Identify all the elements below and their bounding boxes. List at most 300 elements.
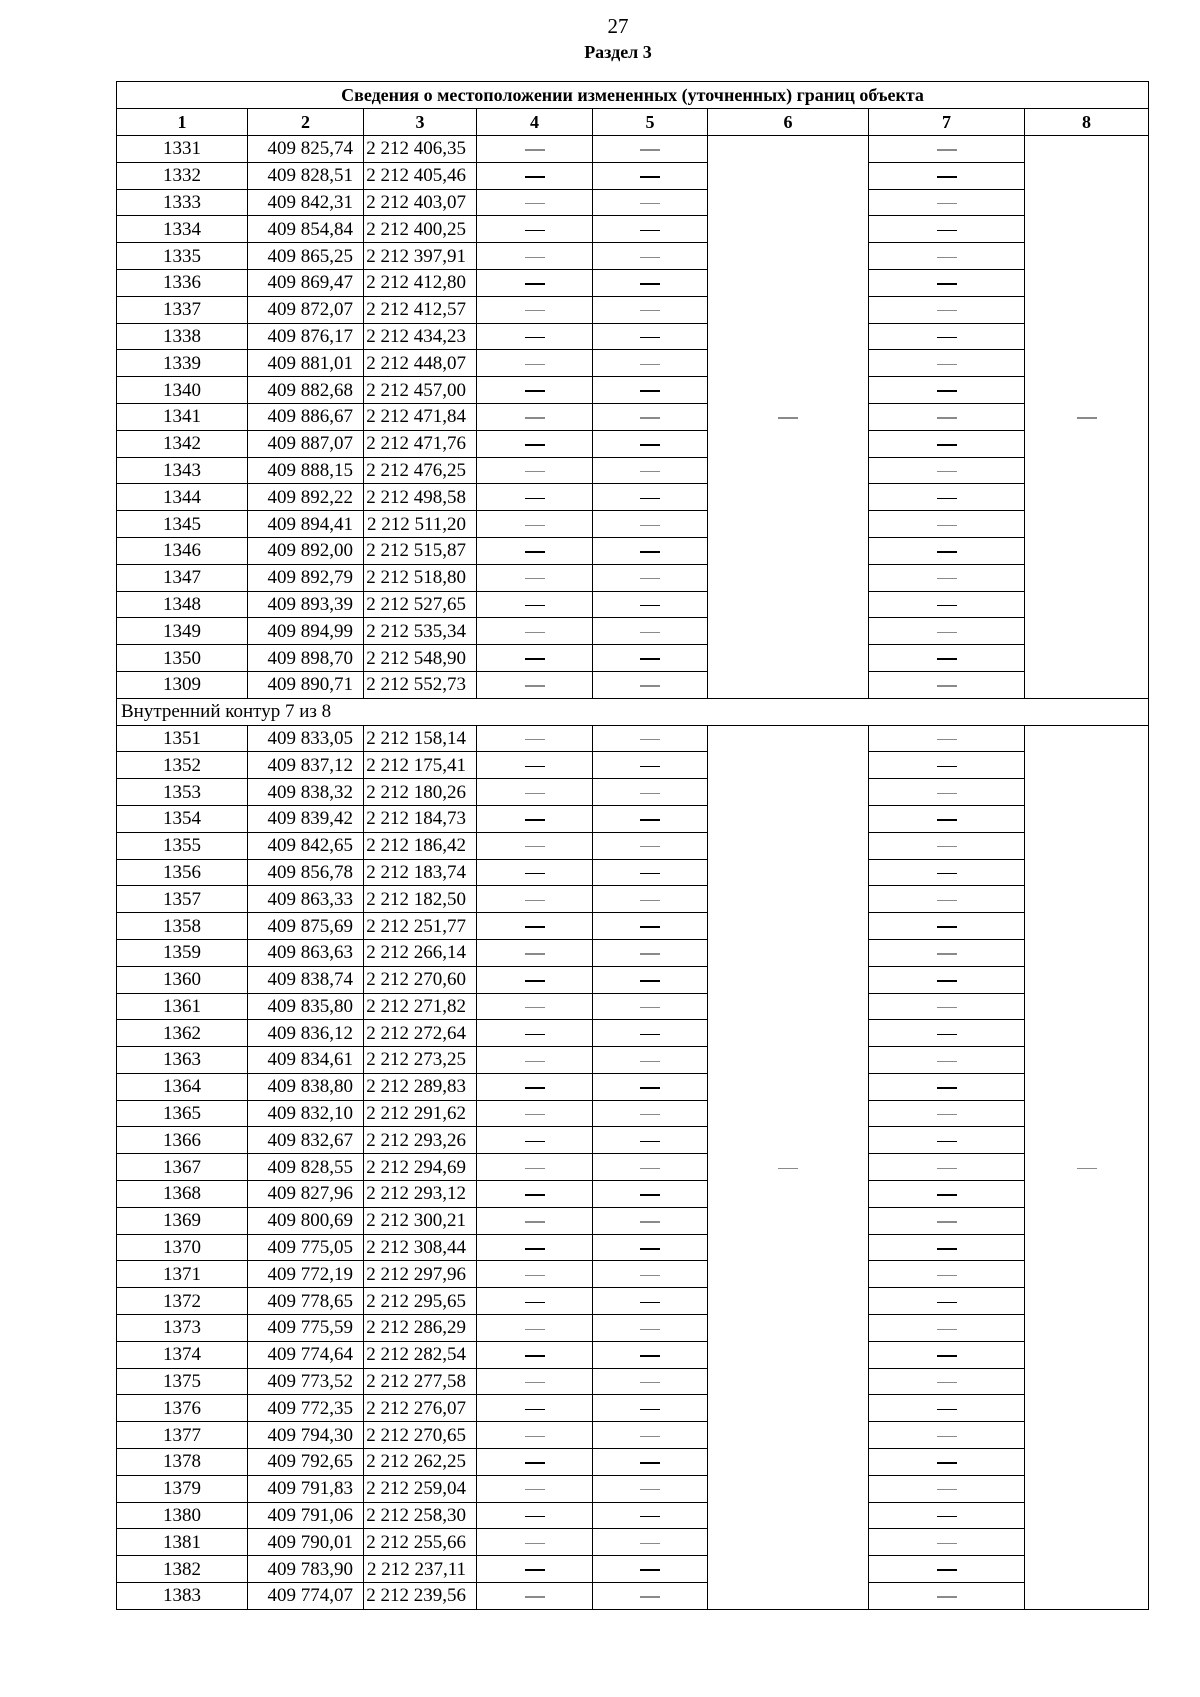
point-number: 1381	[117, 1529, 248, 1556]
coordinate-y: 2 212 273,25	[364, 1047, 477, 1074]
dash-mark	[525, 1302, 545, 1304]
column-7-value	[869, 1395, 1025, 1422]
coordinate-y: 2 212 276,07	[364, 1395, 477, 1422]
column-7-value	[869, 377, 1025, 404]
table-row	[117, 1154, 1149, 1181]
dash-mark	[640, 149, 660, 150]
column-5-value	[593, 966, 708, 993]
dash-mark	[525, 846, 545, 847]
coordinate-y: 2 212 180,26	[364, 779, 477, 806]
column-7-value	[869, 591, 1025, 618]
column-header: 7	[869, 109, 1025, 136]
table-row	[117, 591, 1149, 618]
dash-mark	[640, 417, 660, 418]
column-5-value	[593, 511, 708, 538]
point-number: 1364	[117, 1073, 248, 1100]
point-number: 1339	[117, 350, 248, 377]
point-number: 1350	[117, 645, 248, 672]
column-4-value	[477, 537, 593, 564]
column-4-value	[477, 216, 593, 243]
table-row	[117, 511, 1149, 538]
coordinate-y: 2 212 272,64	[364, 1020, 477, 1047]
coordinate-y: 2 212 448,07	[364, 350, 477, 377]
dash-mark	[640, 926, 660, 928]
column-7-value	[869, 511, 1025, 538]
dash-mark	[525, 766, 545, 768]
table-row	[117, 859, 1149, 886]
column-7-value	[869, 1583, 1025, 1610]
dash-mark	[640, 283, 660, 285]
column-7-value	[869, 1449, 1025, 1476]
column-7-value	[869, 350, 1025, 377]
column-7-value	[869, 1047, 1025, 1074]
column-5-value	[593, 1181, 708, 1208]
column-7-value	[869, 1234, 1025, 1261]
column-5-value	[593, 1127, 708, 1154]
coordinate-y: 2 212 471,76	[364, 430, 477, 457]
coordinate-x: 409 839,42	[248, 805, 364, 832]
point-number: 1334	[117, 216, 248, 243]
dash-mark	[937, 1436, 957, 1437]
column-7-value	[869, 859, 1025, 886]
dash-mark	[937, 1007, 957, 1008]
coordinate-x: 409 838,32	[248, 779, 364, 806]
table-row	[117, 162, 1149, 189]
dash-mark	[937, 1061, 957, 1062]
table-row	[117, 913, 1149, 940]
point-number: 1374	[117, 1341, 248, 1368]
point-number: 1363	[117, 1047, 248, 1074]
point-number: 1349	[117, 618, 248, 645]
coordinate-y: 2 212 403,07	[364, 189, 477, 216]
column-5-value	[593, 296, 708, 323]
point-number: 1338	[117, 323, 248, 350]
column-5-value	[593, 243, 708, 270]
dash-mark	[525, 417, 545, 418]
dash-mark	[525, 1168, 545, 1169]
table-row	[117, 1047, 1149, 1074]
column-4-value	[477, 1047, 593, 1074]
dash-mark	[640, 1007, 660, 1008]
dash-mark	[525, 1569, 545, 1571]
table-row	[117, 430, 1149, 457]
table-row	[117, 618, 1149, 645]
coordinate-y: 2 212 239,56	[364, 1583, 477, 1610]
column-5-value	[593, 1449, 708, 1476]
column-5-value	[593, 1154, 708, 1181]
dash-mark	[640, 1248, 660, 1250]
dash-mark	[640, 230, 660, 232]
column-5-value	[593, 403, 708, 430]
table-row	[117, 752, 1149, 779]
column-5-value	[593, 323, 708, 350]
dash-mark	[937, 1355, 957, 1357]
column-7-value	[869, 645, 1025, 672]
coordinate-y: 2 212 294,69	[364, 1154, 477, 1181]
dash-mark	[937, 1141, 957, 1143]
dash-mark	[525, 900, 545, 901]
table-row	[117, 1502, 1149, 1529]
coordinate-y: 2 212 300,21	[364, 1207, 477, 1234]
dash-mark	[937, 1248, 957, 1250]
point-number: 1332	[117, 162, 248, 189]
point-number: 1340	[117, 377, 248, 404]
point-number: 1342	[117, 430, 248, 457]
table-row	[117, 725, 1149, 752]
coordinate-y: 2 212 255,66	[364, 1529, 477, 1556]
column-5-value	[593, 430, 708, 457]
coordinate-y: 2 212 184,73	[364, 805, 477, 832]
dash-mark	[937, 230, 957, 232]
dash-mark	[525, 658, 545, 660]
coordinate-y: 2 212 182,50	[364, 886, 477, 913]
table-row	[117, 886, 1149, 913]
table-row	[117, 216, 1149, 243]
coordinate-y: 2 212 295,65	[364, 1288, 477, 1315]
dash-mark	[937, 1275, 957, 1276]
dash-mark	[937, 846, 957, 847]
column-4-value	[477, 1207, 593, 1234]
section-title: Раздел 3	[584, 42, 652, 62]
column-7-value	[869, 1207, 1025, 1234]
dash-mark	[640, 1382, 660, 1383]
dash-mark	[937, 685, 957, 686]
coordinate-x: 409 854,84	[248, 216, 364, 243]
coordinate-y: 2 212 548,90	[364, 645, 477, 672]
dash-mark	[525, 980, 545, 982]
column-7-value	[869, 269, 1025, 296]
coordinate-y: 2 212 405,46	[364, 162, 477, 189]
dash-mark	[937, 1489, 957, 1490]
coordinate-x: 409 827,96	[248, 1181, 364, 1208]
dash-mark	[937, 498, 957, 500]
point-number: 1346	[117, 537, 248, 564]
column-7-value	[869, 1181, 1025, 1208]
column-4-value	[477, 1449, 593, 1476]
contour-label: Внутренний контур 7 из 8	[117, 698, 1149, 725]
coordinate-x: 409 778,65	[248, 1288, 364, 1315]
dash-mark	[640, 1569, 660, 1571]
column-7-value	[869, 1154, 1025, 1181]
column-4-value	[477, 189, 593, 216]
column-4-value	[477, 136, 593, 163]
coordinate-x: 409 833,05	[248, 725, 364, 752]
dash-mark	[937, 390, 957, 392]
coordinate-y: 2 212 259,04	[364, 1475, 477, 1502]
column-4-value	[477, 886, 593, 913]
dash-mark	[937, 1114, 957, 1115]
dash-mark	[525, 1194, 545, 1196]
dash-mark	[640, 578, 660, 579]
dash-mark	[640, 471, 660, 472]
column-5-value	[593, 216, 708, 243]
dash-mark	[937, 257, 957, 258]
table-row	[117, 1073, 1149, 1100]
column-5-value	[593, 350, 708, 377]
column-5-value	[593, 1234, 708, 1261]
dash-mark	[937, 819, 957, 821]
dash-mark	[640, 873, 660, 875]
dash-mark	[937, 873, 957, 875]
table-row	[117, 377, 1149, 404]
column-5-value	[593, 1502, 708, 1529]
dash-mark	[525, 1489, 545, 1490]
column-4-value	[477, 1502, 593, 1529]
column-4-value	[477, 1422, 593, 1449]
dash-mark	[937, 1034, 957, 1036]
dash-mark	[525, 1007, 545, 1008]
point-number: 1383	[117, 1583, 248, 1610]
table-row	[117, 645, 1149, 672]
coordinate-x: 409 828,55	[248, 1154, 364, 1181]
coordinate-y: 2 212 535,34	[364, 618, 477, 645]
point-number: 1377	[117, 1422, 248, 1449]
coordinate-x: 409 872,07	[248, 296, 364, 323]
coordinate-x: 409 887,07	[248, 430, 364, 457]
table-row	[117, 243, 1149, 270]
dash-mark	[640, 1061, 660, 1062]
coordinate-y: 2 212 471,84	[364, 403, 477, 430]
column-5-value	[593, 564, 708, 591]
table-row	[117, 1529, 1149, 1556]
column-7-value	[869, 136, 1025, 163]
coordinate-x: 409 772,35	[248, 1395, 364, 1422]
column-header: 8	[1025, 109, 1149, 136]
point-number: 1382	[117, 1556, 248, 1583]
column-4-value	[477, 1020, 593, 1047]
coordinate-x: 409 837,12	[248, 752, 364, 779]
table-row	[117, 484, 1149, 511]
table-row	[117, 939, 1149, 966]
dash-mark	[640, 1087, 660, 1089]
coordinate-y: 2 212 518,80	[364, 564, 477, 591]
table-header-row	[117, 109, 1149, 136]
column-5-value	[593, 1020, 708, 1047]
column-7-value	[869, 1020, 1025, 1047]
coordinate-x: 409 792,65	[248, 1449, 364, 1476]
column-7-value	[869, 430, 1025, 457]
column-4-value	[477, 1341, 593, 1368]
dash-mark	[640, 1409, 660, 1411]
column-5-value	[593, 1315, 708, 1342]
dash-mark	[640, 1355, 660, 1357]
coordinate-y: 2 212 277,58	[364, 1368, 477, 1395]
column-5-value	[593, 1368, 708, 1395]
point-number: 1373	[117, 1315, 248, 1342]
column-5-value	[593, 913, 708, 940]
column-4-value	[477, 1288, 593, 1315]
coordinate-y: 2 212 397,91	[364, 243, 477, 270]
dash-mark	[640, 1302, 660, 1304]
column-7-value	[869, 618, 1025, 645]
column-4-value	[477, 1583, 593, 1610]
coordinate-y: 2 212 308,44	[364, 1234, 477, 1261]
dash-mark	[937, 1543, 957, 1544]
column-4-value	[477, 752, 593, 779]
point-number: 1370	[117, 1234, 248, 1261]
point-number: 1376	[117, 1395, 248, 1422]
dash-mark	[937, 471, 957, 472]
dash-mark	[640, 551, 660, 553]
dash-mark	[525, 1275, 545, 1276]
table-row	[117, 1315, 1149, 1342]
column-4-value	[477, 1395, 593, 1422]
table-row	[117, 1475, 1149, 1502]
column-4-value	[477, 671, 593, 698]
coordinate-y: 2 212 511,20	[364, 511, 477, 538]
dash-mark	[640, 605, 660, 607]
column-7-value	[869, 1261, 1025, 1288]
column-7-value	[869, 1422, 1025, 1449]
dash-mark	[937, 525, 957, 526]
dash-mark	[937, 1087, 957, 1089]
coordinate-x: 409 832,67	[248, 1127, 364, 1154]
column-5-value	[593, 1341, 708, 1368]
dash-mark	[525, 1061, 545, 1062]
dash-mark	[937, 337, 957, 339]
column-4-value	[477, 350, 593, 377]
coordinate-x: 409 888,15	[248, 457, 364, 484]
dash-mark	[937, 900, 957, 901]
dash-mark	[525, 1462, 545, 1464]
dash-mark	[937, 417, 957, 418]
column-4-value	[477, 1234, 593, 1261]
dash-mark	[937, 953, 957, 954]
dash-mark	[525, 257, 545, 258]
column-5-value	[593, 993, 708, 1020]
coordinate-x: 409 794,30	[248, 1422, 364, 1449]
dash-mark	[525, 337, 545, 339]
point-number: 1379	[117, 1475, 248, 1502]
dash-mark	[937, 980, 957, 982]
coordinate-x: 409 865,25	[248, 243, 364, 270]
dash-mark	[640, 1168, 660, 1169]
coordinate-x: 409 775,05	[248, 1234, 364, 1261]
column-header: 2	[248, 109, 364, 136]
dash-mark	[1077, 1168, 1097, 1169]
column-5-value	[593, 1047, 708, 1074]
dash-mark	[937, 793, 957, 794]
column-5-value	[593, 1556, 708, 1583]
dash-mark	[525, 390, 545, 392]
dash-mark	[525, 1087, 545, 1089]
dash-mark	[937, 176, 957, 178]
coordinate-y: 2 212 434,23	[364, 323, 477, 350]
column-4-value	[477, 564, 593, 591]
dash-mark	[525, 1409, 545, 1411]
column-4-value	[477, 243, 593, 270]
coordinate-x: 409 894,99	[248, 618, 364, 645]
dash-mark	[640, 176, 660, 178]
dash-mark	[525, 1382, 545, 1383]
dash-mark	[640, 498, 660, 500]
column-4-value	[477, 484, 593, 511]
column-7-value	[869, 752, 1025, 779]
column-5-value	[593, 805, 708, 832]
column-5-value	[593, 1100, 708, 1127]
column-6-merged-value	[708, 136, 869, 699]
column-4-value	[477, 1154, 593, 1181]
dash-mark	[525, 149, 545, 150]
table-row	[117, 296, 1149, 323]
coordinate-x: 409 892,22	[248, 484, 364, 511]
table-row	[117, 564, 1149, 591]
coordinate-y: 2 212 291,62	[364, 1100, 477, 1127]
dash-mark	[778, 417, 798, 418]
coordinate-y: 2 212 457,00	[364, 377, 477, 404]
column-4-value	[477, 296, 593, 323]
coordinate-x: 409 892,00	[248, 537, 364, 564]
column-5-value	[593, 1207, 708, 1234]
coordinate-x: 409 894,41	[248, 511, 364, 538]
column-5-value	[593, 645, 708, 672]
coordinate-x: 409 842,65	[248, 832, 364, 859]
point-number: 1333	[117, 189, 248, 216]
coordinate-x: 409 875,69	[248, 913, 364, 940]
dash-mark	[640, 900, 660, 901]
point-number: 1371	[117, 1261, 248, 1288]
dash-mark	[937, 1194, 957, 1196]
column-header: 4	[477, 109, 593, 136]
point-number: 1366	[117, 1127, 248, 1154]
point-number: 1375	[117, 1368, 248, 1395]
dash-mark	[640, 1516, 660, 1518]
coordinate-y: 2 212 158,14	[364, 725, 477, 752]
coordinate-y: 2 212 251,77	[364, 913, 477, 940]
point-number: 1353	[117, 779, 248, 806]
coordinate-x: 409 783,90	[248, 1556, 364, 1583]
dash-mark	[937, 1409, 957, 1411]
column-4-value	[477, 939, 593, 966]
coordinate-y: 2 212 293,26	[364, 1127, 477, 1154]
coordinate-y: 2 212 258,30	[364, 1502, 477, 1529]
coordinate-x: 409 773,52	[248, 1368, 364, 1395]
dash-mark	[525, 632, 545, 633]
table-row	[117, 1100, 1149, 1127]
column-7-value	[869, 1368, 1025, 1395]
dash-mark	[640, 953, 660, 954]
dash-mark	[937, 283, 957, 285]
column-5-value	[593, 484, 708, 511]
column-7-value	[869, 671, 1025, 698]
dash-mark	[525, 1141, 545, 1143]
coordinate-x: 409 838,80	[248, 1073, 364, 1100]
dash-mark	[525, 203, 545, 204]
dash-mark	[937, 766, 957, 768]
coordinate-x: 409 834,61	[248, 1047, 364, 1074]
table-row	[117, 1020, 1149, 1047]
table-row	[117, 779, 1149, 806]
dash-mark	[525, 578, 545, 579]
column-4-value	[477, 591, 593, 618]
column-7-value	[869, 805, 1025, 832]
column-5-value	[593, 886, 708, 913]
dash-mark	[525, 283, 545, 285]
coordinate-x: 409 774,64	[248, 1341, 364, 1368]
column-7-value	[869, 403, 1025, 430]
dash-mark	[525, 1221, 545, 1222]
dash-mark	[640, 257, 660, 258]
dash-mark	[937, 364, 957, 365]
coordinate-x: 409 836,12	[248, 1020, 364, 1047]
dash-mark	[640, 632, 660, 633]
dash-mark	[937, 1302, 957, 1304]
column-7-value	[869, 1556, 1025, 1583]
column-4-value	[477, 162, 593, 189]
coordinate-y: 2 212 270,65	[364, 1422, 477, 1449]
column-5-value	[593, 1261, 708, 1288]
column-5-value	[593, 671, 708, 698]
